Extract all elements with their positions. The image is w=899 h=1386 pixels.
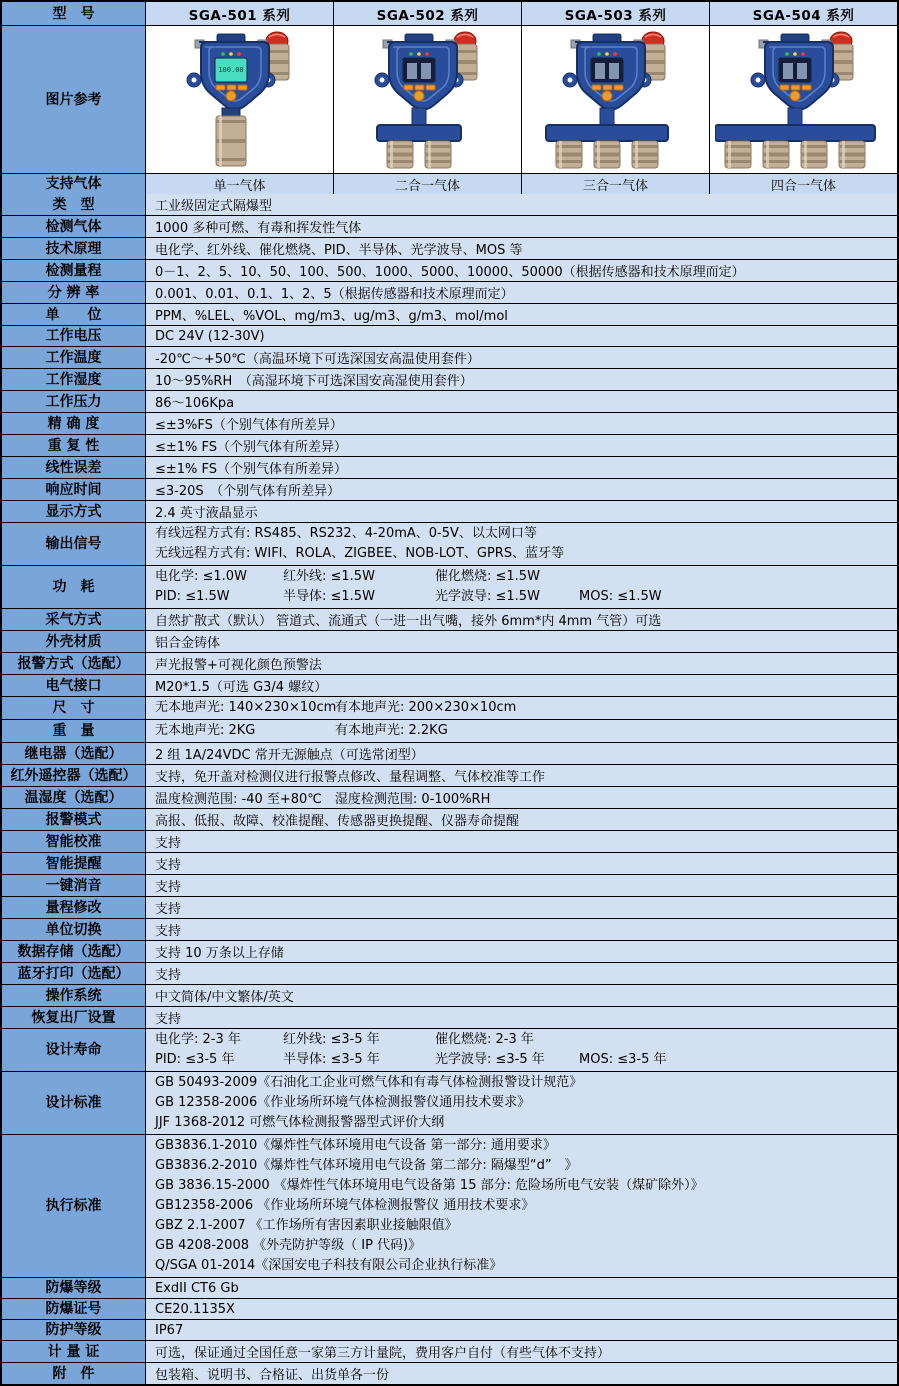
- spec-row-label: 功 耗: [2, 566, 145, 608]
- gas-type-4in1: 四合一气体: [709, 174, 897, 194]
- spec-row-label: 设计寿命: [2, 1029, 145, 1071]
- spec-row-value: 支持: [145, 875, 897, 896]
- spec-row-label: 报警方式（选配）: [2, 653, 145, 674]
- spec-row-value: [145, 1135, 897, 1277]
- spec-value-line: [155, 721, 888, 741]
- spec-value-segment: 红外线: ≤3-5 年: [283, 1032, 380, 1047]
- spec-row-value: 温度检测范围: -40 至+80℃ 湿度检测范围: 0-100%RH: [145, 787, 897, 808]
- row-label-images: 图片参考: [2, 26, 145, 173]
- spec-row-label: 温湿度（选配）: [2, 787, 145, 808]
- spec-row-value: 支持 10 万条以上存储: [145, 941, 897, 962]
- spec-row: [2, 281, 897, 303]
- spec-row-value: ≤±1% FS（个别气体有所差异）: [145, 435, 897, 456]
- spec-value-segment: 光学波导: ≤3-5 年: [435, 1052, 545, 1067]
- spec-row-label: 报警模式: [2, 809, 145, 830]
- gas-detector-drawing: [715, 28, 893, 170]
- gas-type-2in1: 二合一气体: [333, 174, 521, 194]
- spec-value-line: 无线远程方式有: WIFI、ROLA、ZIGBEE、NOB-LOT、GPRS、蓝牙等: [155, 546, 565, 561]
- spec-row: [2, 368, 897, 390]
- spec-row: [2, 962, 897, 984]
- spec-row-value: 自然扩散式（默认） 管道式、流通式（一进一出气嘴，接外 6mm*内 4mm 气管）可选: [145, 609, 897, 630]
- model-header-row: [2, 2, 897, 25]
- spec-row-value: 10～95%RH （高湿环境下可选深国安高湿使用套件）: [145, 369, 897, 390]
- spec-value-segment: 半导体: ≤1.5W: [283, 589, 375, 604]
- spec-row: [2, 456, 897, 478]
- spec-row-value: [145, 697, 897, 719]
- spec-row-label: 检测量程: [2, 260, 145, 281]
- spec-row-label: 量程修改: [2, 897, 145, 918]
- spec-row-label: 输出信号: [2, 523, 145, 565]
- spec-row-label: 重 复 性: [2, 435, 145, 456]
- spec-row: [2, 259, 897, 281]
- spec-row-value: 2.4 英寸液晶显示: [145, 501, 897, 522]
- model-header-sga504: SGA-504 系列: [709, 2, 897, 25]
- spec-row: [2, 652, 897, 674]
- spec-row-value: PPM、%LEL、%VOL、mg/m3、ug/m3、g/m3、mol/mol: [145, 304, 897, 325]
- spec-row-label: 工作压力: [2, 391, 145, 412]
- spec-row-value: 支持: [145, 897, 897, 918]
- device-image-sga-501: [145, 26, 333, 173]
- row-label-model: 型 号: [2, 2, 145, 25]
- spec-row-label: 操作系统: [2, 985, 145, 1006]
- spec-row: [2, 674, 897, 696]
- spec-rows-container: [2, 194, 897, 1384]
- gas-type-3in1: 三合一气体: [521, 174, 709, 194]
- device-image-sga-503: [521, 26, 709, 173]
- spec-row-label: 智能提醒: [2, 853, 145, 874]
- spec-row: [2, 478, 897, 500]
- device-image-sga-502: [333, 26, 521, 173]
- spec-row-label: 工作温度: [2, 347, 145, 368]
- spec-row: [2, 830, 897, 852]
- spec-row-value: [145, 720, 897, 742]
- spec-value-segment: 有本地声光: 2.2KG: [335, 723, 448, 738]
- spec-row-value: M20*1.5（可选 G3/4 螺纹）: [145, 675, 897, 696]
- spec-value-line: [155, 1050, 888, 1070]
- spec-row: [2, 565, 897, 608]
- gas-detector-drawing: [151, 28, 329, 170]
- spec-row-value: 支持，免开盖对检测仪进行报警点修改、量程调整、气体校准等工作: [145, 765, 897, 786]
- spec-value-line: GB 50493-2009《石油化工企业可燃气体和有毒气体检测报警设计规范》: [155, 1075, 583, 1090]
- spec-value-line: GB12358-2006 《作业场所环境气体检测报警仪 通用技术要求》: [155, 1198, 535, 1213]
- spec-row: [2, 215, 897, 237]
- spec-row-value: 支持: [145, 919, 897, 940]
- spec-value-line: 有线远程方式有: RS485、RS232、4-20mA、0-5V、以太网口等: [155, 526, 537, 541]
- svg-text:100.00: 100.00: [217, 66, 244, 74]
- spec-row: [2, 852, 897, 874]
- spec-value-line: GB3836.1-2010《爆炸性气体环境用电气设备 第一部分: 通用要求》: [155, 1138, 556, 1153]
- spec-row-value: -20℃～+50℃（高温环境下可选深国安高温使用套件）: [145, 347, 897, 368]
- spec-value-line: GB 3836.15-2000 《爆炸性气体环境用电气设备第 15 部分: 危险场所电气安装（煤矿除外）》: [155, 1178, 704, 1193]
- spec-row: [2, 303, 897, 325]
- spec-row: [2, 940, 897, 962]
- spec-row-value: DC 24V (12-30V): [145, 326, 897, 346]
- spec-value-line: GB 12358-2006《作业场所环境气体检测报警仪通用技术要求》: [155, 1095, 531, 1110]
- spec-value-segment: PID: ≤3-5 年: [155, 1052, 235, 1067]
- spec-value-segment: 电化学: ≤1.0W: [155, 569, 247, 584]
- spec-row-value: 可选，保证通过全国任意一家第三方计量院，费用客户自付（有些气体不支持）: [145, 1341, 897, 1362]
- spec-value-segment: 电化学: 2-3 年: [155, 1032, 241, 1047]
- spec-row-label: 计 量 证: [2, 1341, 145, 1362]
- spec-row-label: 尺 寸: [2, 697, 145, 719]
- spec-row-value: 2 组 1A/24VDC 常开无源触点（可选常闭型）: [145, 743, 897, 764]
- spec-row-label: 工作电压: [2, 326, 145, 346]
- spec-row-label: 一键消音: [2, 875, 145, 896]
- spec-row: [2, 918, 897, 940]
- spec-row-value: 0－1、2、5、10、50、100、500、1000、5000、10000、50000（根据传感器和技术原理而定）: [145, 260, 897, 281]
- spec-row: [2, 346, 897, 368]
- spec-row-label: 精 确 度: [2, 413, 145, 434]
- spec-value-segment: 光学波导: ≤1.5W: [435, 589, 540, 604]
- spec-row-value: [145, 566, 897, 608]
- spec-value-line: [155, 567, 888, 587]
- spec-value-segment: MOS: ≤1.5W: [579, 589, 662, 604]
- spec-row-label: 继电器（选配）: [2, 743, 145, 764]
- gas-type-single: 单一气体: [145, 174, 333, 194]
- gas-detector-drawing: [527, 28, 705, 170]
- spec-row: [2, 325, 897, 346]
- supported-gas-row: [2, 173, 897, 194]
- spec-row: [2, 1277, 897, 1298]
- spec-row-value: 支持: [145, 1007, 897, 1028]
- spec-value-segment: 无本地声光: 140×230×10cm: [155, 700, 337, 715]
- spec-row-value: 支持: [145, 963, 897, 984]
- spec-row-label: 单 位: [2, 304, 145, 325]
- spec-row: [2, 764, 897, 786]
- spec-value-line: GB3836.2-2010《爆炸性气体环境用电气设备 第二部分: 隔爆型“d” 》: [155, 1158, 578, 1173]
- spec-row: [2, 390, 897, 412]
- model-header-sga503: SGA-503 系列: [521, 2, 709, 25]
- spec-row-label: 线性误差: [2, 457, 145, 478]
- spec-row-value: 支持: [145, 831, 897, 852]
- spec-row-label: 防爆等级: [2, 1278, 145, 1298]
- spec-row: [2, 984, 897, 1006]
- spec-row: [2, 742, 897, 764]
- spec-value-line: [155, 698, 888, 718]
- spec-row-value: 包装箱、说明书、合格证、出货单各一份: [145, 1363, 897, 1384]
- spec-row: [2, 1319, 897, 1340]
- spec-row-value: 高报、低报、故障、校准提醒、传感器更换提醒、仪器寿命提醒: [145, 809, 897, 830]
- spec-row: [2, 696, 897, 719]
- spec-value-line: [155, 587, 888, 607]
- spec-row: [2, 896, 897, 918]
- spec-row: [2, 608, 897, 630]
- device-image-sga-504: [709, 26, 897, 173]
- spec-row-label: 设计标准: [2, 1072, 145, 1134]
- spec-value-segment: MOS: ≤3-5 年: [579, 1052, 667, 1067]
- spec-row-label: 检测气体: [2, 216, 145, 237]
- spec-row: [2, 434, 897, 456]
- spec-value-segment: 红外线: ≤1.5W: [283, 569, 375, 584]
- spec-row-value: ≤±1% FS（个别气体有所差异）: [145, 457, 897, 478]
- spec-row-value: ≤3-20S （个别气体有所差异）: [145, 479, 897, 500]
- spec-row-value: 0.001、0.01、0.1、1、2、5（根据传感器和技术原理而定）: [145, 282, 897, 303]
- spec-value-segment: 催化燃烧: 2-3 年: [435, 1032, 534, 1047]
- spec-row-label: 智能校准: [2, 831, 145, 852]
- spec-row: [2, 1071, 897, 1134]
- spec-row-label: 蓝牙打印（选配）: [2, 963, 145, 984]
- spec-row-value: ≤±3%FS（个别气体有所差异）: [145, 413, 897, 434]
- spec-value-line: JJF 1368-2012 可燃气体检测报警器型式评价大纲: [155, 1115, 445, 1130]
- spec-row-label: 防护等级: [2, 1320, 145, 1340]
- spec-row: [2, 522, 897, 565]
- spec-row-label: 附 件: [2, 1363, 145, 1384]
- spec-row: [2, 412, 897, 434]
- spec-row: [2, 500, 897, 522]
- spec-row-value: [145, 1029, 897, 1071]
- image-reference-row: [2, 25, 897, 173]
- spec-row-value: 铝合金铸体: [145, 631, 897, 652]
- spec-row-value: 声光报警+可视化颜色预警法: [145, 653, 897, 674]
- spec-value-segment: 有本地声光: 200×230×10cm: [335, 700, 517, 715]
- spec-row-label: 电气接口: [2, 675, 145, 696]
- spec-row-value: 中文简体/中文繁体/英文: [145, 985, 897, 1006]
- spec-row-label: 恢复出厂设置: [2, 1007, 145, 1028]
- spec-row-label: 类 型: [2, 194, 145, 215]
- spec-row: [2, 1340, 897, 1362]
- spec-value-segment: 半导体: ≤3-5 年: [283, 1052, 380, 1067]
- spec-row: [2, 630, 897, 652]
- spec-row-label: 执行标准: [2, 1135, 145, 1277]
- spec-row-value: 支持: [145, 853, 897, 874]
- spec-row-label: 响应时间: [2, 479, 145, 500]
- spec-row-value: 1000 多种可燃、有毒和挥发性气体: [145, 216, 897, 237]
- spec-row-label: 重 量: [2, 720, 145, 742]
- spec-row-label: 显示方式: [2, 501, 145, 522]
- spec-row: [2, 1028, 897, 1071]
- spec-value-line: GB 4208-2008 《外壳防护等级（ IP 代码)》: [155, 1238, 422, 1253]
- spec-row-label: 单位切换: [2, 919, 145, 940]
- model-header-sga501: SGA-501 系列: [145, 2, 333, 25]
- spec-row-label: 技术原理: [2, 238, 145, 259]
- spec-row-label: 采气方式: [2, 609, 145, 630]
- row-label-gas: 支持气体: [2, 174, 145, 194]
- spec-row-label: 防爆证号: [2, 1299, 145, 1319]
- spec-row-value: 86～106Kpa: [145, 391, 897, 412]
- spec-row-label: 红外遥控器（选配）: [2, 765, 145, 786]
- spec-value-segment: 无本地声光: 2KG: [155, 723, 256, 738]
- spec-row-value: 工业级固定式隔爆型: [145, 194, 897, 215]
- model-header-sga502: SGA-502 系列: [333, 2, 521, 25]
- spec-row-value: IP67: [145, 1320, 897, 1340]
- spec-value-line: Q/SGA 01-2014《深国安电子科技有限公司企业执行标准》: [155, 1258, 503, 1273]
- gas-detector-drawing: [339, 28, 517, 170]
- spec-value-line: [155, 1030, 888, 1050]
- spec-value-line: GBZ 2.1-2007 《工作场所有害因素职业接触限值》: [155, 1218, 458, 1233]
- spec-value-segment: PID: ≤1.5W: [155, 589, 230, 604]
- spec-row: [2, 808, 897, 830]
- spec-row: [2, 1298, 897, 1319]
- spec-row-label: 外壳材质: [2, 631, 145, 652]
- spec-row: [2, 194, 897, 215]
- spec-row: [2, 874, 897, 896]
- spec-row-value: [145, 523, 897, 565]
- spec-row: [2, 1006, 897, 1028]
- spec-row-value: CE20.1135X: [145, 1299, 897, 1319]
- spec-row-label: 分 辨 率: [2, 282, 145, 303]
- spec-row: [2, 1134, 897, 1277]
- spec-value-segment: 催化燃烧: ≤1.5W: [435, 569, 540, 584]
- spec-row-label: 工作湿度: [2, 369, 145, 390]
- spec-row-label: 数据存储（选配）: [2, 941, 145, 962]
- spec-row: [2, 786, 897, 808]
- spec-row-value: 电化学、红外线、催化燃烧、PID、半导体、光学波导、MOS 等: [145, 238, 897, 259]
- spec-row: [2, 719, 897, 742]
- spec-row-value: ExdII CT6 Gb: [145, 1278, 897, 1298]
- spec-row: [2, 237, 897, 259]
- spec-row-value: [145, 1072, 897, 1134]
- spec-row: [2, 1362, 897, 1384]
